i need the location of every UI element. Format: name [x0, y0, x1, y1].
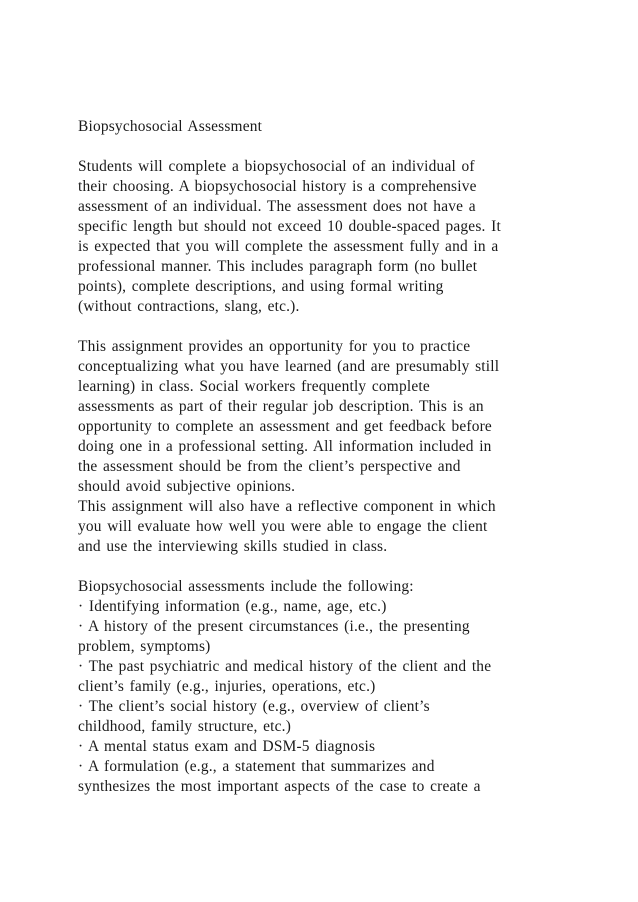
text-line: doing one in a professional setting. All information included in [78, 438, 492, 455]
text-line: the assessment should be from the client’s perspective and [78, 458, 461, 475]
text-line: opportunity to complete an assessment and get feedback before [78, 418, 492, 435]
text-line: points), complete descriptions, and using formal writing [78, 278, 444, 295]
document-body [78, 117, 578, 797]
text-line: you will evaluate how well you were able to engage the client [78, 518, 488, 535]
list-heading: Biopsychosocial assessments include the following: [78, 578, 414, 595]
text-line: is expected that you will complete the assessment fully and in a [78, 238, 499, 255]
text-line: This assignment provides an opportunity for you to practice [78, 338, 471, 355]
blank-line [78, 557, 578, 577]
list-item: · The past psychiatric and medical history of the client and the [78, 658, 492, 675]
paragraph-reflective-component [78, 497, 578, 557]
document-title: Biopsychosocial Assessment [78, 118, 263, 135]
text-line: Students will complete a biopsychosocial of an individual of [78, 158, 475, 175]
paragraph-assignment-overview [78, 157, 578, 317]
text-line: professional manner. This includes paragraph form (no bullet [78, 258, 478, 275]
list-item-continuation: client’s family (e.g., injuries, operations, etc.) [78, 678, 376, 695]
list-item: · A formulation (e.g., a statement that summarizes and [78, 758, 435, 775]
paragraph-assessment-components [78, 577, 578, 797]
list-item: · A history of the present circumstances (i.e., the presenting [78, 618, 470, 635]
blank-line [78, 137, 578, 157]
list-item: · A mental status exam and DSM-5 diagnosis [78, 738, 376, 755]
text-line: learning) in class. Social workers frequently complete [78, 378, 430, 395]
text-line: specific length but should not exceed 10 double-spaced pages. It [78, 218, 501, 235]
list-item-continuation: problem, symptoms) [78, 638, 211, 655]
list-item: · Identifying information (e.g., name, age, etc.) [78, 598, 387, 615]
text-line: their choosing. A biopsychosocial history is a comprehensive [78, 178, 477, 195]
text-line: (without contractions, slang, etc.). [78, 298, 300, 315]
list-item-continuation: childhood, family structure, etc.) [78, 718, 292, 735]
text-line: conceptualizing what you have learned (and are presumably still [78, 358, 500, 375]
paragraph-opportunity [78, 337, 578, 497]
text-line: assessment of an individual. The assessment does not have a [78, 198, 476, 215]
text-line: This assignment will also have a reflective component in which [78, 498, 496, 515]
text-line: assessments as part of their regular job description. This is an [78, 398, 484, 415]
text-line: should avoid subjective opinions. [78, 478, 296, 495]
list-item-continuation: synthesizes the most important aspects of the case to create a [78, 778, 481, 795]
text-line: and use the interviewing skills studied in class. [78, 538, 388, 555]
list-item: · The client’s social history (e.g., overview of client’s [78, 698, 430, 715]
blank-line [78, 317, 578, 337]
